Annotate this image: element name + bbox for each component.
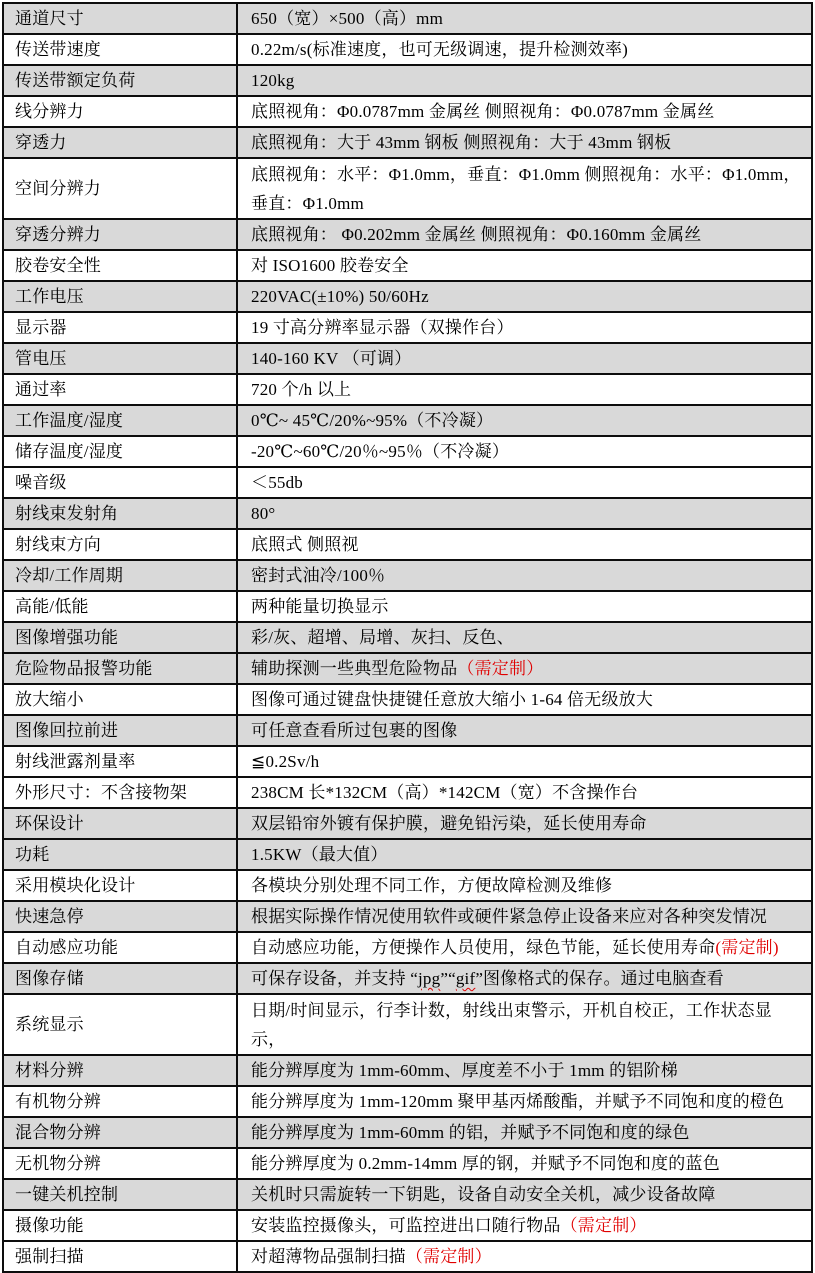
spec-value-text: ”图像格式的保存。通过电脑查看 (475, 969, 724, 988)
spec-value (237, 343, 812, 374)
spec-row (3, 777, 812, 808)
spec-row (3, 963, 812, 994)
spec-value-text: ≦0.2Sv/h (251, 752, 320, 771)
spec-value-text: ＜55db (251, 473, 303, 492)
spec-value-text: 能分辨厚度为 0.2mm-14mm 厚的钢，并赋予不同饱和度的蓝色 (251, 1154, 720, 1173)
spec-value-text: 底照式 侧照视 (251, 535, 359, 554)
spec-value (237, 467, 812, 498)
spec-row (3, 839, 812, 870)
spec-label: 摄像功能 (3, 1210, 237, 1241)
spec-row (3, 715, 812, 746)
spec-row (3, 343, 812, 374)
spec-value (237, 1055, 812, 1086)
spec-label: 线分辨力 (3, 96, 237, 127)
spec-row (3, 436, 812, 467)
spec-value (237, 870, 812, 901)
spec-value (237, 436, 812, 467)
spec-value-text: 可保存设备，并支持 “ (251, 969, 418, 988)
spec-row (3, 653, 812, 684)
spec-value (237, 746, 812, 777)
spec-value (237, 591, 812, 622)
spec-row (3, 901, 812, 932)
spec-value (237, 1179, 812, 1210)
spec-value (237, 684, 812, 715)
spec-value-text: 能分辨厚度为 1mm-120mm 聚甲基丙烯酸酯，并赋予不同饱和度的橙色 (251, 1092, 785, 1111)
spec-value (237, 560, 812, 591)
spec-value-text: 日期/时间显示，行李计数，射线出束警示，开机自校正，工作状态显示， (251, 1000, 772, 1049)
spec-value-text: 双层铅帘外镀有保护膜，避免铅污染，延长使用寿命 (251, 814, 647, 833)
spec-label: 采用模块化设计 (3, 870, 237, 901)
custom-required-note: （需定制） (560, 1216, 647, 1235)
spec-value (237, 250, 812, 281)
spec-label: 外形尺寸：不含接物架 (3, 777, 237, 808)
spec-row (3, 374, 812, 405)
spec-value (237, 1241, 812, 1272)
spec-value-text: 底照视角：水平：Φ1.0mm，垂直：Φ1.0mm 侧照视角：水平：Φ1.0mm，垂直：Φ1.0mm (251, 164, 801, 213)
spec-label: 通过率 (3, 374, 237, 405)
spec-label: 射线束方向 (3, 529, 237, 560)
spec-value (237, 1148, 812, 1179)
spec-value (237, 96, 812, 127)
spec-value (237, 777, 812, 808)
spec-label: 穿透力 (3, 127, 237, 158)
spec-value (237, 374, 812, 405)
spec-value-text: 彩/灰、超增、局增、灰扫、反色、 (251, 628, 514, 647)
spec-value (237, 622, 812, 653)
spec-label: 传送带额定负荷 (3, 65, 237, 96)
spec-value-text: 底照视角：Φ0.0787mm 金属丝 侧照视角：Φ0.0787mm 金属丝 (251, 102, 715, 121)
spec-value-text: 可任意查看所过包裹的图像 (251, 721, 458, 740)
spec-value-text: ”“ (440, 969, 456, 988)
spec-value (237, 312, 812, 343)
spec-label: 危险物品报警功能 (3, 653, 237, 684)
spec-value-text: 各模块分别处理不同工作，方便故障检测及维修 (251, 876, 613, 895)
spec-value-text: 能分辨厚度为 1mm-60mm 的铝，并赋予不同饱和度的绿色 (251, 1123, 690, 1142)
spec-value-text: -20℃~60℃/20％~95％（不冷凝） (251, 442, 510, 461)
spec-label: 快速急停 (3, 901, 237, 932)
spec-row (3, 498, 812, 529)
spec-row (3, 1148, 812, 1179)
spec-value-text: 19 寸高分辨率显示器（双操作台） (251, 318, 514, 337)
spec-value (237, 65, 812, 96)
spec-value-text: 0.22m/s(标准速度，也可无级调速，提升检测效率) (251, 40, 629, 59)
spec-row (3, 1179, 812, 1210)
spec-label: 功耗 (3, 839, 237, 870)
spec-value (237, 1086, 812, 1117)
spec-label: 显示器 (3, 312, 237, 343)
spec-value-text: 80° (251, 504, 276, 523)
spec-label: 噪音级 (3, 467, 237, 498)
spec-value-text: 自动感应功能，方便操作人员使用，绿色节能，延长使用寿命 (251, 938, 716, 957)
spec-label: 自动感应功能 (3, 932, 237, 963)
spec-label: 传送带速度 (3, 34, 237, 65)
spec-label: 混合物分辨 (3, 1117, 237, 1148)
spec-label: 冷却/工作周期 (3, 560, 237, 591)
spec-value (237, 901, 812, 932)
spec-row (3, 1055, 812, 1086)
spec-label: 环保设计 (3, 808, 237, 839)
spec-label: 穿透分辨力 (3, 219, 237, 250)
spec-row (3, 808, 812, 839)
spec-row (3, 870, 812, 901)
spec-value (237, 405, 812, 436)
spec-value (237, 932, 812, 963)
spec-row (3, 622, 812, 653)
spec-value (237, 3, 812, 34)
custom-required-note: （需定制） (457, 659, 544, 678)
spec-value-text: 140-160 KV （可调） (251, 349, 412, 368)
spec-value (237, 1210, 812, 1241)
spec-row (3, 250, 812, 281)
spec-value (237, 1117, 812, 1148)
spec-value (237, 808, 812, 839)
spec-label: 放大缩小 (3, 684, 237, 715)
spec-label: 系统显示 (3, 994, 237, 1055)
spec-row (3, 932, 812, 963)
spec-value (237, 281, 812, 312)
spec-row (3, 560, 812, 591)
spec-row (3, 127, 812, 158)
spec-label: 强制扫描 (3, 1241, 237, 1272)
spec-label: 材料分辨 (3, 1055, 237, 1086)
spec-row (3, 746, 812, 777)
spec-label: 图像增强功能 (3, 622, 237, 653)
spec-value-text: 安装监控摄像头，可监控进出口随行物品 (251, 1216, 561, 1235)
spec-value-text: 图像可通过键盘快捷键任意放大缩小 1-64 倍无级放大 (251, 690, 654, 709)
spec-label: 高能/低能 (3, 591, 237, 622)
spec-row (3, 405, 812, 436)
spec-value (237, 839, 812, 870)
spec-row (3, 312, 812, 343)
custom-required-note: （需定制） (405, 1247, 492, 1266)
spec-label: 管电压 (3, 343, 237, 374)
spec-value (237, 158, 812, 219)
spec-value-text: 120kg (251, 71, 295, 90)
spellcheck-word: gif (455, 969, 476, 988)
spec-value (237, 127, 812, 158)
spec-value (237, 994, 812, 1055)
spec-value-text: 1.5KW（最大值） (251, 845, 388, 864)
spec-row (3, 219, 812, 250)
spec-value-text: 底照视角： Φ0.202mm 金属丝 侧照视角：Φ0.160mm 金属丝 (251, 225, 702, 244)
spec-label: 一键关机控制 (3, 1179, 237, 1210)
spec-value-text: 根据实际操作情况使用软件或硬件紧急停止设备来应对各种突发情况 (251, 907, 767, 926)
spec-value-text: 0℃~ 45℃/20%~95%（不冷凝） (251, 411, 494, 430)
spec-row (3, 65, 812, 96)
spec-label: 图像存储 (3, 963, 237, 994)
spec-value (237, 715, 812, 746)
spec-value-text: 关机时只需旋转一下钥匙，设备自动安全关机，减少设备故障 (251, 1185, 716, 1204)
spec-label: 空间分辨力 (3, 158, 237, 219)
spec-label: 无机物分辨 (3, 1148, 237, 1179)
spec-row (3, 1086, 812, 1117)
spec-row (3, 467, 812, 498)
spec-row (3, 1117, 812, 1148)
spec-row (3, 281, 812, 312)
spec-row (3, 1241, 812, 1272)
spec-label: 图像回拉前进 (3, 715, 237, 746)
spec-value-text: 密封式油冷/100％ (251, 566, 386, 585)
spec-row (3, 158, 812, 219)
spec-value-text: 对超薄物品强制扫描 (251, 1247, 406, 1266)
spec-row (3, 684, 812, 715)
spec-row (3, 3, 812, 34)
spec-value (237, 963, 812, 994)
spec-value-text: 两种能量切换显示 (251, 597, 389, 616)
spec-row (3, 96, 812, 127)
spec-value (237, 529, 812, 560)
spec-value (237, 219, 812, 250)
custom-required-note: (需定制) (715, 938, 779, 957)
spec-row (3, 994, 812, 1055)
spec-row (3, 529, 812, 560)
spec-label: 工作温度/湿度 (3, 405, 237, 436)
spec-value-text: 720 个/h 以上 (251, 380, 352, 399)
spec-table (2, 2, 813, 1273)
spec-value-text: 能分辨厚度为 1mm-60mm、厚度差不小于 1mm 的铝阶梯 (251, 1061, 678, 1080)
spec-value (237, 34, 812, 65)
spellcheck-word: jpg (418, 969, 441, 988)
spec-value-text: 220VAC(±10%) 50/60Hz (251, 287, 429, 306)
spec-label: 工作电压 (3, 281, 237, 312)
spec-value-text: 辅助探测一些典型危险物品 (251, 659, 458, 678)
spec-label: 射线束发射角 (3, 498, 237, 529)
spec-row (3, 1210, 812, 1241)
spec-value-text: 650（宽）×500（高）mm (251, 9, 444, 28)
spec-row (3, 591, 812, 622)
spec-value (237, 498, 812, 529)
spec-label: 储存温度/湿度 (3, 436, 237, 467)
spec-label: 通道尺寸 (3, 3, 237, 34)
spec-row (3, 34, 812, 65)
spec-value (237, 653, 812, 684)
spec-label: 射线泄露剂量率 (3, 746, 237, 777)
spec-label: 胶卷安全性 (3, 250, 237, 281)
spec-value-text: 238CM 长*132CM（高）*142CM（宽）不含操作台 (251, 783, 639, 802)
spec-value-text: 底照视角：大于 43mm 钢板 侧照视角：大于 43mm 钢板 (251, 133, 672, 152)
spec-value-text: 对 ISO1600 胶卷安全 (251, 256, 409, 275)
spec-label: 有机物分辨 (3, 1086, 237, 1117)
